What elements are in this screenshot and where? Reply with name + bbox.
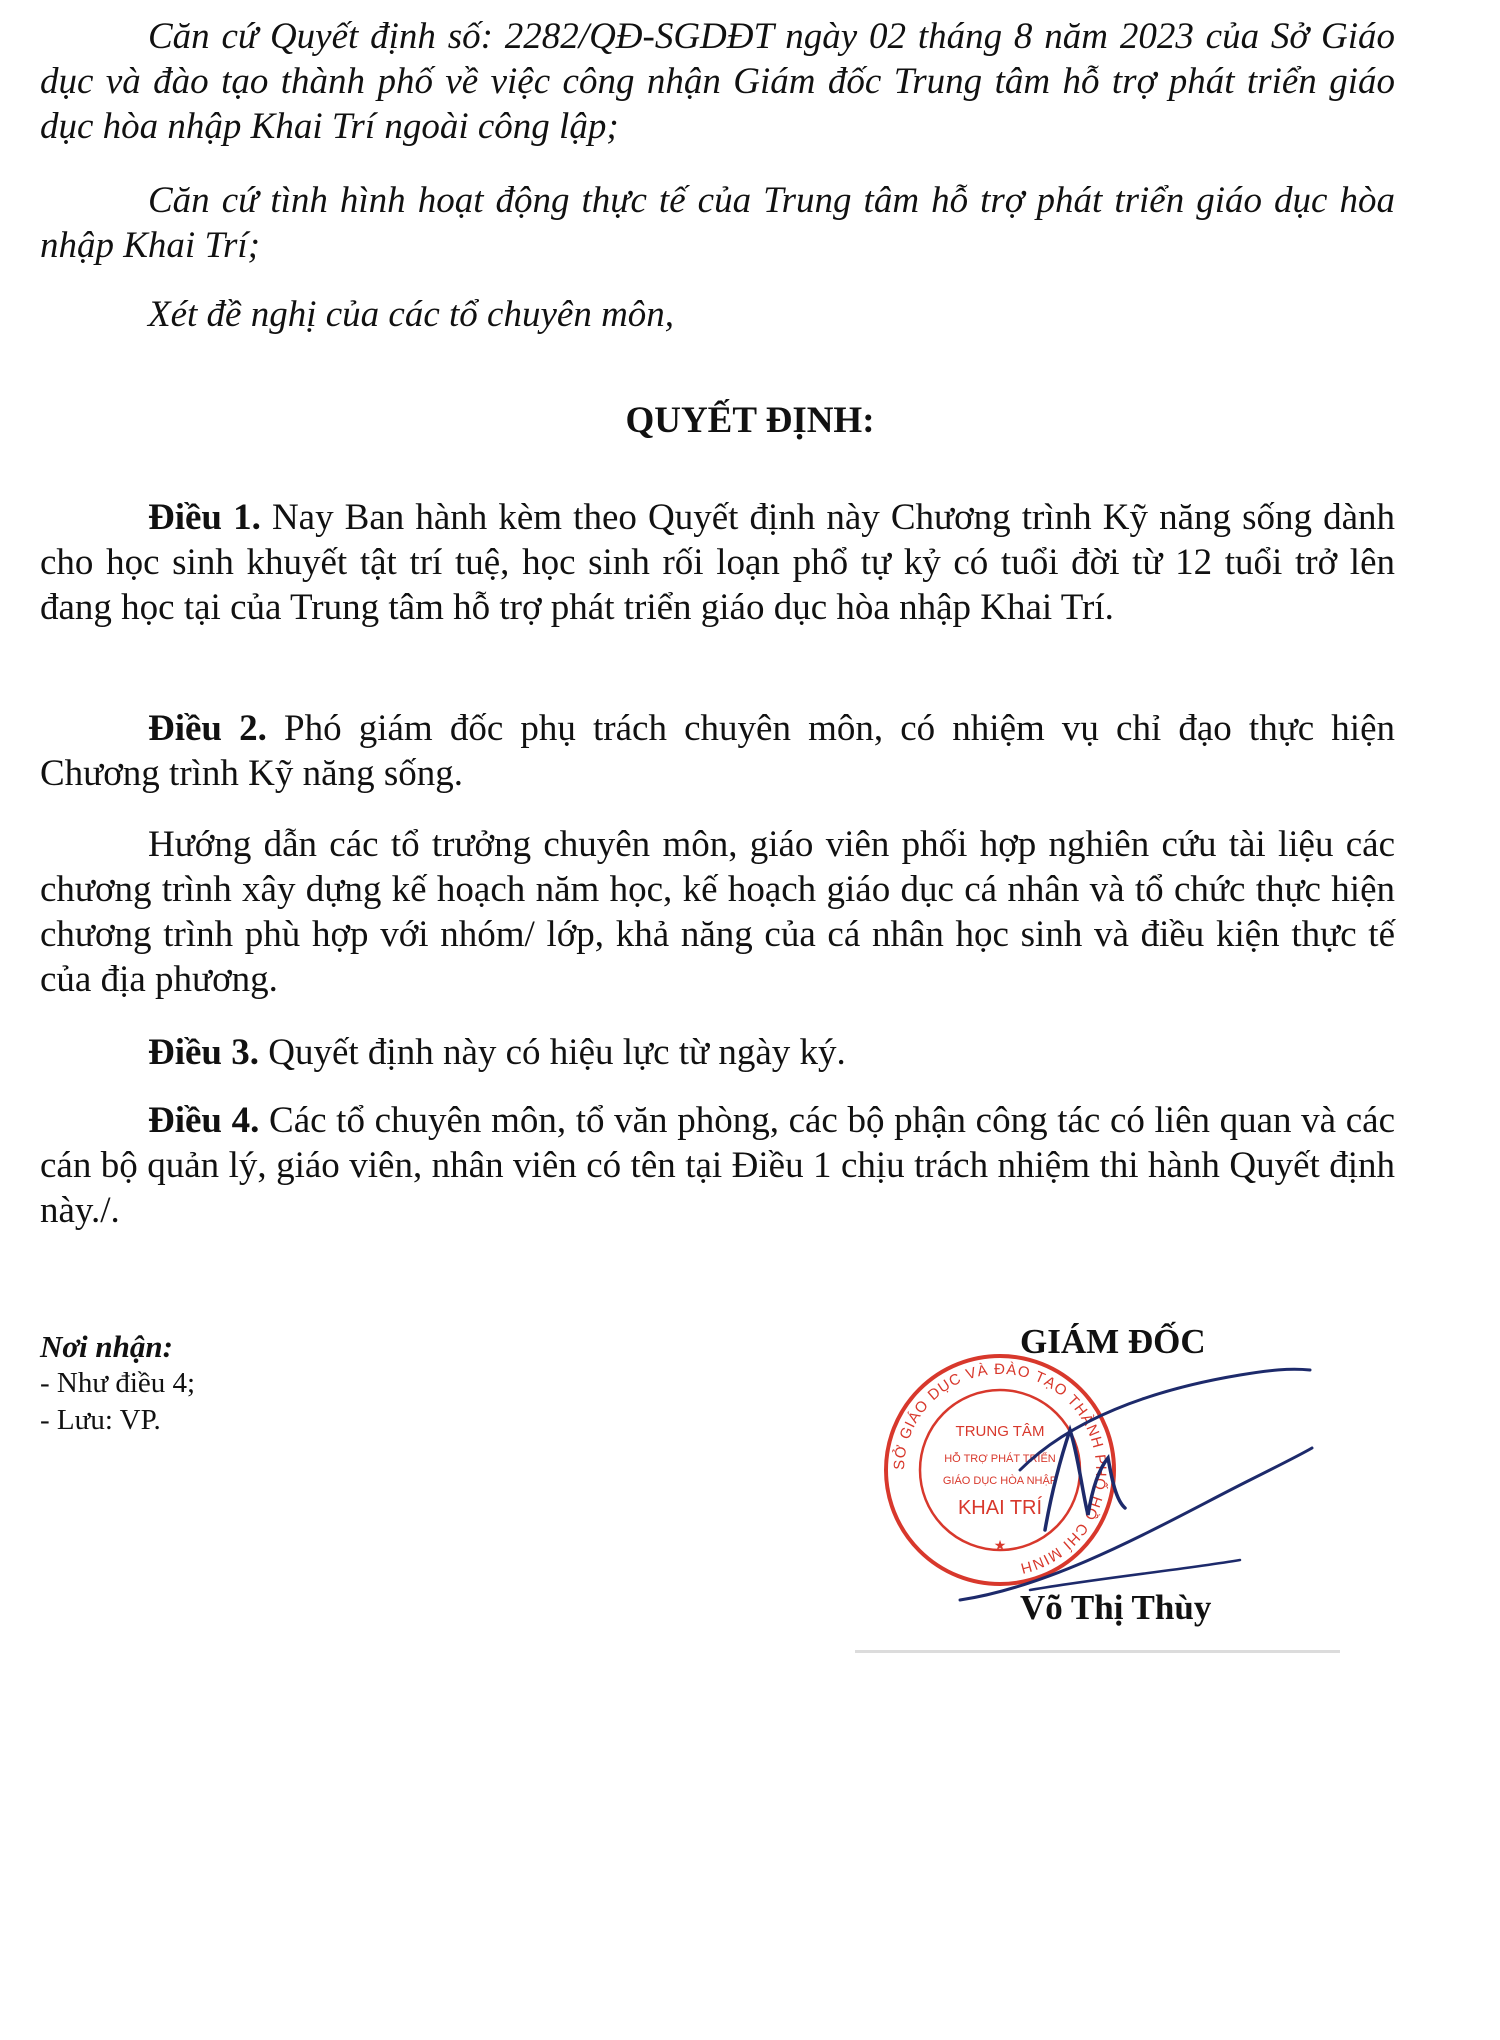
recipients-block — [40, 1328, 195, 1439]
signer-title: GIÁM ĐỐC — [1020, 1322, 1206, 1361]
recipient-item: - Như điều 4; — [40, 1367, 196, 1399]
recipient-item: - Lưu: VP. — [40, 1404, 161, 1436]
signer-name: Võ Thị Thùy — [1020, 1588, 1212, 1627]
article-1 — [40, 495, 1395, 630]
article-3-text: Quyết định này có hiệu lực từ ngày ký. — [259, 1032, 846, 1073]
stamp-line-2: HỖ TRỢ PHÁT TRIỂN — [944, 1453, 1056, 1465]
article-1-text: Nay Ban hành kèm theo Quyết định này Chương trình Kỹ năng sống dành cho học sinh khuyết tật trí tuệ, học sinh rối loạn phổ tự kỷ có tuổi đời từ 12 tuổi trở lên đang học tại của Trung tâm hỗ trợ phát triển giáo dục hòa nhập Khai Trí. — [40, 497, 1395, 628]
article-2-text: Phó giám đốc phụ trách chuyên môn, có nhiệm vụ chỉ đạo thực hiện Chương trình Kỹ năng sống. — [40, 708, 1396, 794]
article-2-guidance — [40, 822, 1395, 1002]
preamble-proposal: Xét đề nghị của các tổ chuyên môn, — [148, 294, 675, 335]
stamp-star-icon: ★ — [993, 1537, 1007, 1553]
article-4-text: Các tổ chuyên môn, tổ văn phòng, các bộ phận công tác có liên quan và các cán bộ quản lý, giáo viên, nhân viên có tên tại Điều 1 chịu trách nhiệm thi hành Quyết định này./. — [40, 1100, 1396, 1231]
stamp-line-4: KHAI TRÍ — [957, 1497, 1043, 1519]
article-2-guidance-text: Hướng dẫn các tổ trưởng chuyên môn, giáo viên phối hợp nghiên cứu tài liệu các chương trình xây dựng kế hoạch năm học, kế hoạch giáo dục cá nhân và tổ chức thực hiện chương trình phù hợp với nhóm/ lớp, khả năng của cá nhân học sinh và điều kiện thực tế của địa phương. — [40, 824, 1395, 1000]
article-4 — [40, 1098, 1395, 1233]
preamble-basis-decision: Căn cứ Quyết định số: 2282/QĐ-SGDĐT ngày 02 tháng 8 năm 2023 của Sở Giáo dục và đào tạo thành phố về việc công nhận Giám đốc Trung tâm hỗ trợ phát triển giáo dục hòa nhập Khai Trí ngoài công lập; — [40, 16, 1395, 147]
bottom-divider — [855, 1650, 1340, 1653]
preamble-basis-situation: Căn cứ tình hình hoạt động thực tế của Trung tâm hỗ trợ phát triển giáo dục hòa nhập Khai Trí; — [40, 180, 1395, 266]
article-2-label: Điều 2. — [148, 708, 267, 749]
handwritten-signature — [940, 1330, 1320, 1630]
stamp-line-1: TRUNG TÂM — [955, 1423, 1045, 1440]
article-2 — [40, 706, 1395, 796]
stamp-outer-text: SỞ GIÁO DỤC VÀ ĐÀO TẠO THÀNH PHỐ HỒ CHÍ MINH — [890, 1360, 1110, 1577]
article-3 — [40, 1030, 1395, 1075]
decision-heading: QUYẾT ĐỊNH: — [625, 400, 875, 441]
article-3-label: Điều 3. — [148, 1032, 259, 1073]
recipients-title: Nơi nhận: — [40, 1329, 173, 1364]
article-1-label: Điều 1. — [148, 497, 261, 538]
article-4-label: Điều 4. — [148, 1100, 260, 1141]
stamp-line-3: GIÁO DỤC HÒA NHẬP — [942, 1475, 1058, 1487]
